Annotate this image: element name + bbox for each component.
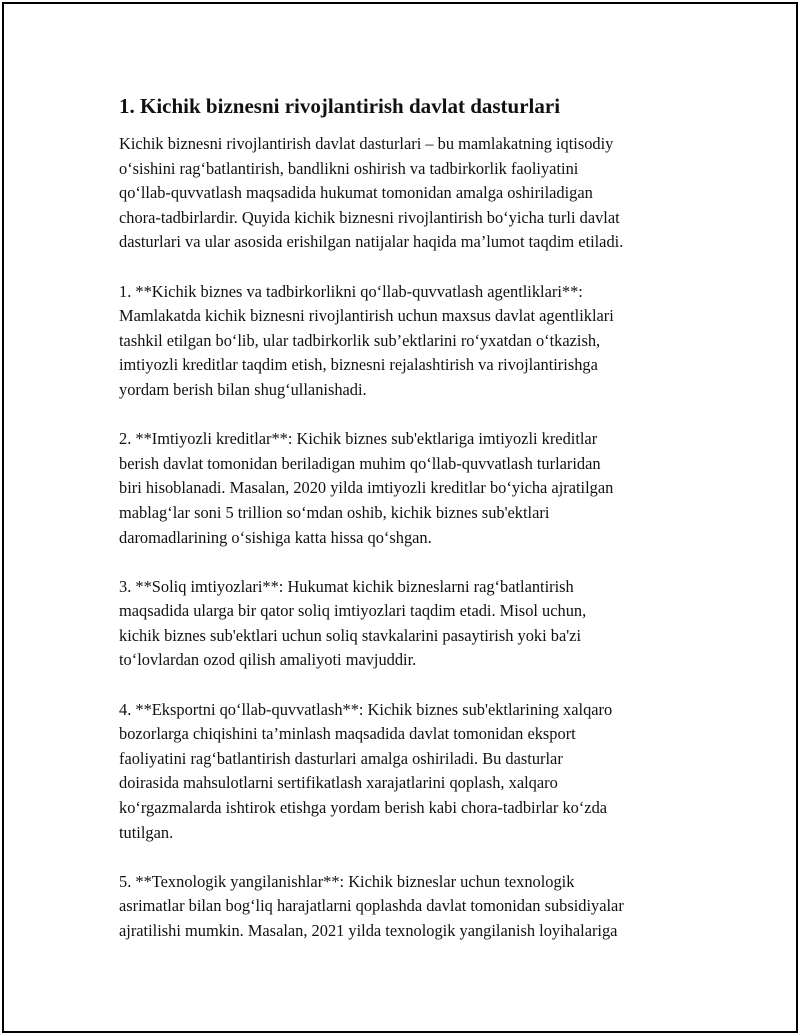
text-line: asrimatlar bilan bog‘liq harajatlarni qoplashda davlat tomonidan subsidiyalar xyxy=(119,896,624,916)
text-line: ko‘rgazmalarda ishtirok etishga yordam berish kabi chora-tadbirlar ko‘zda xyxy=(119,798,608,818)
text-line: 2. **Imtiyozli kreditlar**: Kichik biznes sub'ektlariga imtiyozli kreditlar xyxy=(119,429,598,449)
intro-paragraph xyxy=(119,132,699,255)
text-line: ajratilishi mumkin. Masalan, 2021 yilda texnologik yangilanish loyihalariga xyxy=(119,921,618,940)
text-line: qo‘llab-quvvatlash maqsadida hukumat tomonidan amalga oshiriladigan xyxy=(119,183,593,203)
text-line: tutilgan. xyxy=(119,822,174,842)
item-export-paragraph xyxy=(119,698,699,846)
text-line: tashkil etilgan bo‘lib, ular tadbirkorlik sub’ektlarini ro‘yxatdan o‘tkazish, xyxy=(119,330,601,350)
text-line: mablag‘lar soni 5 trillion so‘mdan oshib, kichik biznes sub'ektlari xyxy=(119,502,550,522)
text-line: biri hisoblanadi. Masalan, 2020 yilda imtiyozli kreditlar bo‘yicha ajratilgan xyxy=(119,478,614,498)
text-line: yordam berish bilan shug‘ullanishadi. xyxy=(119,379,367,399)
text-line: daromadlarining o‘sishiga katta hissa qo‘shgan. xyxy=(119,527,432,547)
text-line: imtiyozli kreditlar taqdim etish, biznesni rejalashtirish va rivojlantirishga xyxy=(119,355,598,375)
text-line: berish davlat tomonidan beriladigan muhim qo‘llab-quvvatlash turlaridan xyxy=(119,453,601,473)
text-line: maqsadida ularga bir qator soliq imtiyozlari taqdim etadi. Misol uchun, xyxy=(119,601,587,621)
text-line: kichik biznes sub'ektlari uchun soliq stavkalarini pasaytirish yoki ba'zi xyxy=(119,625,582,645)
text-line: Mamlakatda kichik biznesni rivojlantirish uchun maxsus davlat agentliklari xyxy=(119,306,614,326)
item-tech-paragraph xyxy=(119,870,699,944)
text-line: to‘lovlardan ozod qilish amaliyoti mavjuddir. xyxy=(119,650,417,670)
document-body xyxy=(119,92,699,968)
text-line: doirasida mahsulotlarni sertifikatlash xarajatlarini qoplash, xalqaro xyxy=(119,773,558,793)
text-line: chora-tadbirlardir. Quyida kichik biznesni rivojlantirish bo‘yicha turli davlat xyxy=(119,207,620,227)
text-line: 3. **Soliq imtiyozlari**: Hukumat kichik bizneslarni rag‘batlantirish xyxy=(119,576,574,596)
text-line: dasturlari va ular asosida erishilgan natijalar haqida ma’lumot taqdim etiladi. xyxy=(119,232,624,252)
text-line: bozorlarga chiqishini ta’minlash maqsadida davlat tomonidan eksport xyxy=(119,724,576,744)
text-line: o‘sishini rag‘batlantirish, bandlikni oshirish va tadbirkorlik faoliyatini xyxy=(119,158,579,178)
item-agencies-paragraph xyxy=(119,280,699,403)
text-line: 5. **Texnologik yangilanishlar**: Kichik bizneslar uchun texnologik xyxy=(119,871,575,891)
text-line: faoliyatini rag‘batlantirish dasturlari amalga oshiriladi. Bu dasturlar xyxy=(119,748,563,768)
document-page xyxy=(2,2,798,1033)
text-line: 4. **Eksportni qo‘llab-quvvatlash**: Kichik biznes sub'ektlarining xalqaro xyxy=(119,699,613,719)
text-line: Kichik biznesni rivojlantirish davlat dasturlari – bu mamlakatning iqtisodiy xyxy=(119,134,614,153)
text-line: 1. **Kichik biznes va tadbirkorlikni qo‘llab-quvvatlash agentliklari**: xyxy=(119,281,583,301)
item-tax-paragraph xyxy=(119,575,699,673)
item-credits-paragraph xyxy=(119,427,699,550)
section-heading: 1. Kichik biznesni rivojlantirish davlat dasturlari xyxy=(119,94,561,118)
